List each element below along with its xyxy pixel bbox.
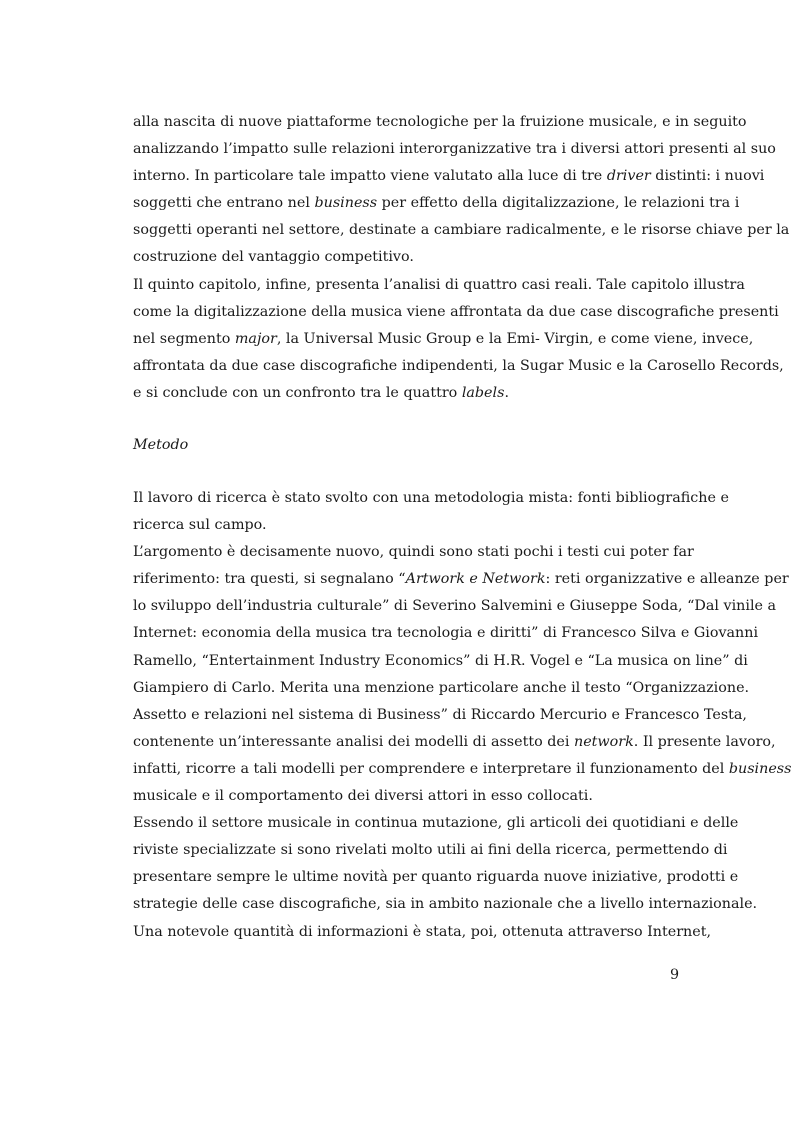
text-run: Il lavoro di ricerca è stato svolto con una metodologia mista: fonti bibliografiche e (133, 490, 729, 506)
text-run: musicale e il comportamento dei diversi attori in esso collocati. (133, 788, 593, 805)
text-line (133, 326, 754, 353)
text-run: Internet: economia della musica tra tecnologia e diritti” di Francesco Silva e Giovanni (133, 625, 759, 642)
italic-term: business (314, 195, 378, 212)
text-run: alla nascita di nuove piattaforme tecnologiche per la fruizione musicale, e in seguito (133, 114, 747, 130)
text-run: presentare sempre le ultime novità per quanto riguarda nuove iniziative, prodotti e (133, 869, 739, 886)
italic-term: Artwork e Network (405, 571, 546, 588)
text-line (133, 353, 784, 380)
text-line (133, 891, 758, 918)
text-run: Il quinto capitolo, infine, presenta l’analisi di quattro casi reali. Tale capitolo illustra (133, 276, 745, 293)
paragraph-block-metodo (133, 485, 792, 946)
text-line (133, 702, 747, 729)
text-line (133, 864, 739, 891)
text-run: L’argomento è decisamente nuovo, quindi sono stati pochi i testi cui poter far (133, 544, 694, 561)
text-run: costruzione del vantaggio competitivo. (133, 249, 414, 266)
text-run: : reti organizzative e alleanze per (545, 571, 789, 588)
text-line (133, 217, 790, 244)
text-run: Essendo il settore musicale in continua mutazione, gli articoli dei quotidiani e delle (133, 815, 739, 832)
text-run: Giampiero di Carlo. Merita una menzione particolare anche il testo “Organizzazione. (133, 679, 750, 696)
text-line (133, 648, 748, 675)
text-line (133, 675, 750, 702)
text-line (133, 783, 682, 810)
italic-term: network (573, 733, 634, 750)
text-run: analizzando l’impatto sulle relazioni interorganizzative tra i diversi attori presenti al suo (133, 141, 776, 158)
text-line (133, 919, 711, 946)
text-run: lo sviluppo dell’industria culturale” di Severino Salvemini e Giuseppe Soda, “Dal vinile a (133, 598, 777, 615)
text-run: . Il presente lavoro, (633, 733, 776, 750)
text-run: interno. In particolare tale impatto viene valutato alla luce di tre (133, 168, 607, 185)
text-line (133, 163, 765, 190)
text-line (133, 190, 740, 217)
text-line (133, 756, 792, 783)
text-line (133, 620, 759, 647)
text-line (133, 837, 728, 864)
italic-term: major (234, 330, 277, 347)
text-run: strategie delle case discografiche, sia in ambito nazionale che a livello internazionale. (133, 896, 758, 913)
text-line (133, 512, 682, 539)
text-run: ricerca sul campo. (133, 517, 267, 534)
text-run: . (504, 384, 509, 401)
page-number: 9 (670, 967, 680, 983)
text-run: soggetti operanti nel settore, destinate a cambiare radicalmente, e le risorse chiave per la (133, 222, 790, 239)
text-line (133, 244, 682, 271)
text-line (133, 729, 776, 756)
text-run: soggetti che entrano nel (133, 195, 315, 212)
italic-term: labels (461, 384, 505, 401)
text-run: Ramello, “Entertainment Industry Economics” di H.R. Vogel e “La musica on line” di (133, 652, 748, 669)
text-line (133, 380, 682, 407)
text-run: distinti: i nuovi (650, 168, 765, 185)
text-run: riferimento: tra questi, si segnalano “ (133, 571, 406, 588)
italic-term: driver (606, 168, 651, 185)
text-line (133, 566, 789, 593)
italic-term: business (728, 760, 792, 777)
text-line (133, 109, 747, 136)
text-run: affrontata da due case discografiche indipendenti, la Sugar Music e la Carosello Records, (133, 357, 784, 374)
text-line (133, 810, 739, 837)
text-run: Una notevole quantità di informazioni è stata, poi, ottenuta attraverso Internet, (133, 923, 711, 940)
text-run: nel segmento (133, 330, 235, 347)
section-heading-metodo: Metodo (133, 437, 189, 453)
text-line (133, 593, 777, 620)
paragraph-block-intro (133, 109, 790, 407)
text-line (133, 485, 729, 512)
text-line (133, 272, 745, 299)
text-run: e si conclude con un confronto tra le quattro (133, 384, 462, 401)
text-run: contenente un’interessante analisi dei modelli di assetto dei (133, 733, 574, 750)
text-run: come la digitalizzazione della musica viene affrontata da due case discografiche presenti (133, 303, 779, 320)
text-run: riviste specializzate si sono rivelati molto utili ai fini della ricerca, permettendo di (133, 842, 728, 859)
text-run: per effetto della digitalizzazione, le relazioni tra i (377, 195, 740, 212)
text-run: , la Universal Music Group e la Emi- Virgin, e come viene, invece, (276, 330, 754, 347)
text-run: Assetto e relazioni nel sistema di Business” di Riccardo Mercurio e Francesco Testa, (133, 706, 747, 723)
text-line (133, 136, 776, 163)
text-line (133, 539, 694, 566)
text-run: infatti, ricorre a tali modelli per comprendere e interpretare il funzionamento del (133, 760, 729, 777)
text-line (133, 299, 779, 326)
